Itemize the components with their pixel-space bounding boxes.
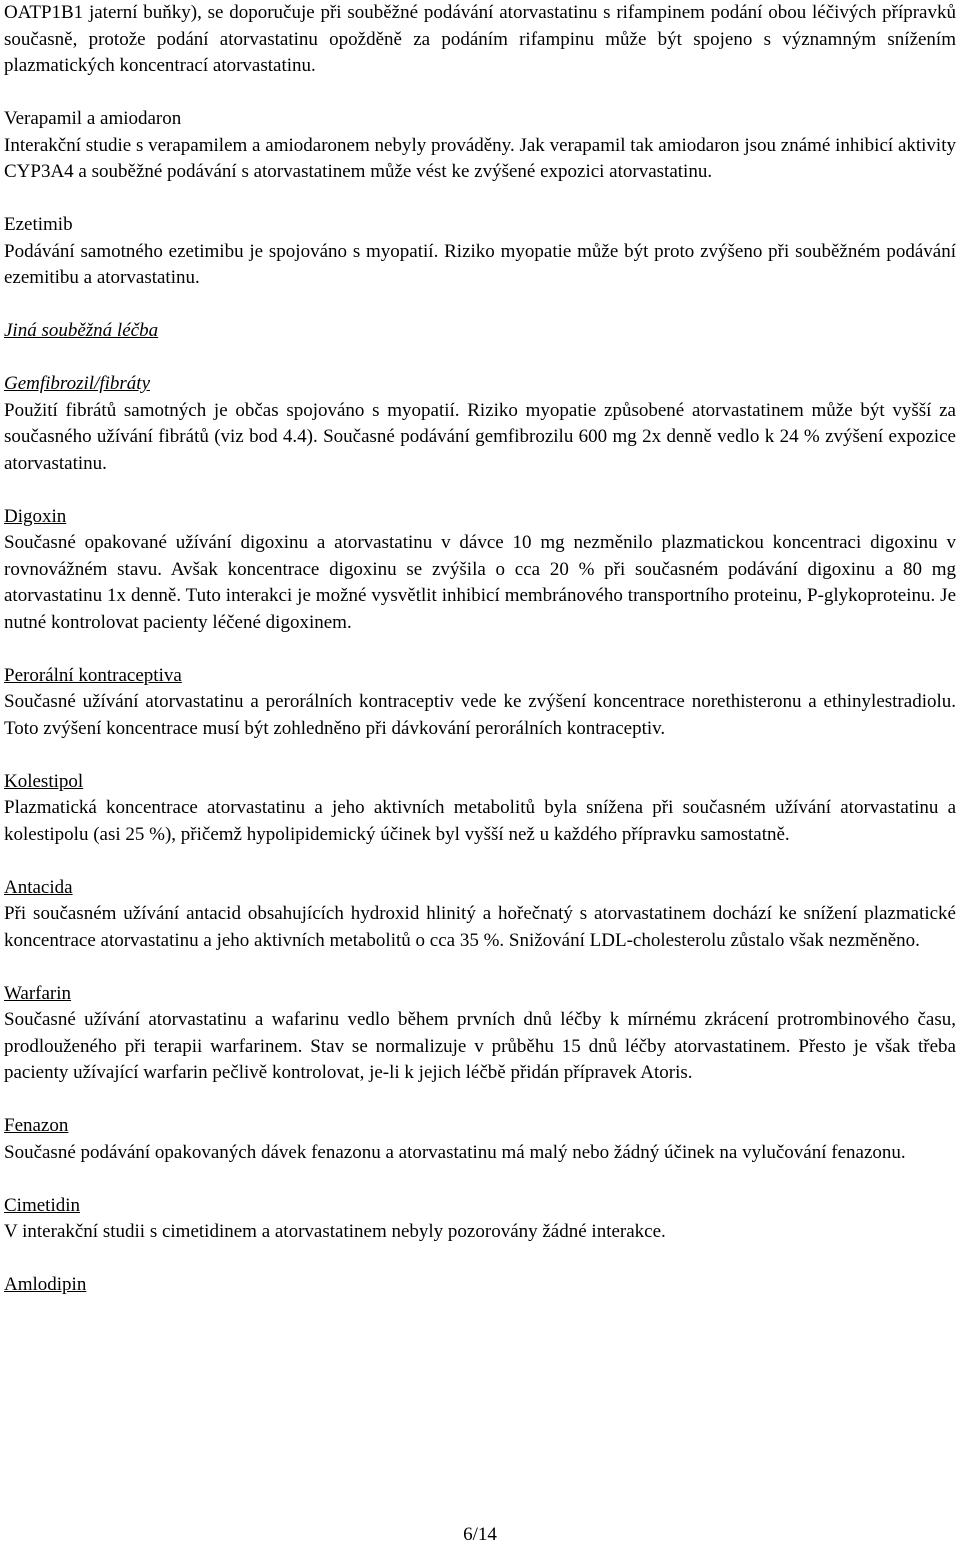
section-body-verapamil-amiodaron: Interakční studie s verapamilem a amiodaronem nebyly prováděny. Jak verapamil tak amiodaron jsou známé inhibicí aktivity CYP3A4 a souběžné podávání s atorvastatinem může vést ke zvýšené expozici atorvastatinu. [4,134,956,182]
section-body-antacids: Při současném užívání antacid obsahujících hydroxid hlinitý a hořečnatý s atorvastatinem dochází ke snížení plazmatické koncentrace atorvastatinu a jeho aktivních metabolitů o cca 35 %. Snižování LDL-cholesterolu zůstalo však nezměněno. [4,903,956,951]
section-heading-oral-contraceptives: Perorální kontraceptiva [4,664,182,686]
section-heading-amlodipine: Amlodipin [4,1274,87,1295]
spacer [4,1246,956,1273]
section-body-warfarin: Současné užívání atorvastatinu a wafarinu vedlo během prvních dnů léčby k mírnému zkrácení protrombinového času, prodlouženého při terapii warfarinem. Stav se normalizuje v průběhu 15 dnů léčby atorvastatinem. Přesto je však třeba pacienty užívající warfarin pečlivě kontrolovat, je-li k jejich léčbě přidán přípravek Atoris. [4,1009,956,1083]
spacer [4,636,956,663]
spacer [4,186,956,213]
section-body-phenazone: Současné podávání opakovaných dávek fenazonu a atorvastatinu má malý nebo žádný účinek na vylučování fenazonu. [4,1141,906,1163]
spacer [4,292,956,319]
section-body-cimetidine: V interakční studii s cimetidinem a atorvastatinem nebyly pozorovány žádné interakce. [4,1221,666,1242]
spacer [4,477,956,504]
section-heading-verapamil-amiodaron: Verapamil a amiodaron [4,108,182,129]
section-body-digoxin: Současné opakované užívání digoxinu a atorvastatinu v dávce 10 mg nezměnilo plazmatickou koncentraci digoxinu v rovnovážném stavu. Avšak koncentrace digoxinu se zvýšila o cca 20 % při současném podávání digoxinu a 80 mg atorvastatinu 1x denně. Tuto interakci je možné vysvětlit inhibicí membránového transportního proteinu, P-glykoproteinu. Je nutné kontrolovat pacienty léčené digoxinem. [4,532,956,633]
section-heading-phenazone: Fenazon [4,1115,69,1136]
spacer [4,1166,956,1193]
spacer [4,80,956,107]
section-heading-cimetidine: Cimetidin [4,1194,80,1216]
section-body-gemfibrozil-fibrates: Použití fibrátů samotných je občas spojováno s myopatií. Riziko myopatie způsobené atorvastatinem může být vyšší za současného užívání fibrátů (viz bod 4.4). Současné podávání gemfibrozilu 600 mg 2x denně vedlo k 24 % zvýšení expozice atorvastatinu. [4,399,956,474]
section-heading-other-concomitant-therapy: Jiná souběžná léčba [4,320,159,341]
section-heading-ezetimib: Ezetimib [4,214,73,235]
section-heading-antacids: Antacida [4,876,73,898]
section-body-ezetimib: Podávání samotného ezetimibu je spojováno s myopatií. Riziko myopatie může být proto zvýšeno při souběžném podávání ezemitibu a atorvastatinu. [4,240,956,288]
page-number: 6/14 [463,1524,497,1545]
document-page [4,0,956,1299]
spacer [4,345,956,372]
section-heading-warfarin: Warfarin [4,982,72,1004]
spacer [4,1087,956,1114]
spacer [4,742,956,769]
section-body-oral-contraceptives: Současné užívání atorvastatinu a perorálních kontraceptiv vede ke zvýšení koncentrace norethisteronu a ethinylestradiolu. Toto zvýšení koncentrace musí být zohledněno při dávkování perorálních kontraceptiv. [4,691,956,739]
spacer [4,954,956,981]
section-heading-colestipol: Kolestipol [4,770,84,792]
spacer [4,848,956,875]
section-heading-gemfibrozil-fibrates: Gemfibrozil/fibráty [4,373,151,394]
section-body-colestipol: Plazmatická koncentrace atorvastatinu a jeho aktivních metabolitů byla snížena při současném užívání atorvastatinu a kolestipolu (asi 25 %), přičemž hypolipidemický účinek byl vyšší než u každého přípravku samostatně. [4,797,956,845]
section-heading-digoxin: Digoxin [4,505,67,527]
intro-paragraph: OATP1B1 jaterní buňky), se doporučuje při souběžné podávání atorvastatinu s rifampinem podání obou léčivých přípravků současně, protože podání atorvastatinu opožděně za podáním rifampinu může být spojeno s významným snížením plazmatických koncentrací atorvastatinu. [4,2,956,76]
